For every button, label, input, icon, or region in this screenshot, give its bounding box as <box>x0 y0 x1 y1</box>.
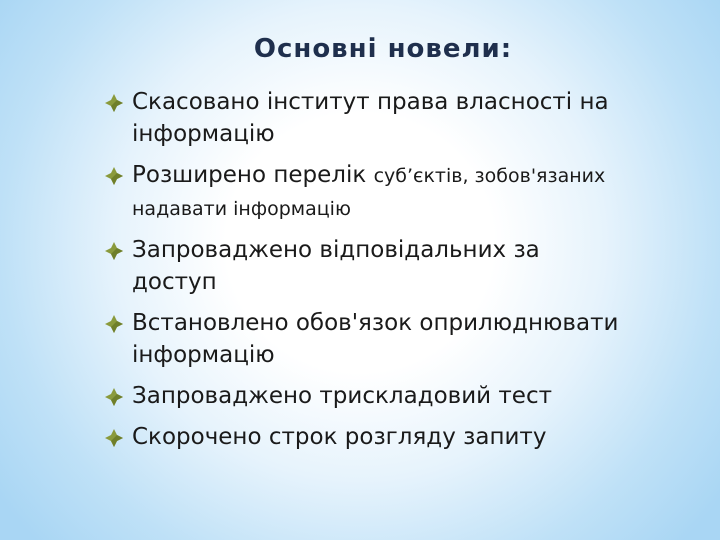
bullet-item <box>104 234 624 298</box>
diamond-bullet-icon <box>104 241 124 261</box>
bullet-text: Запроваджено відповідальних за доступ <box>132 237 540 295</box>
diamond-bullet-icon <box>104 166 124 186</box>
bullet-item <box>104 421 624 453</box>
bullet-text-small: суб’єктів, зобов'язаних надавати інформацію <box>132 165 606 220</box>
bullet-text: Розширено перелік <box>132 162 374 188</box>
diamond-bullet-icon <box>104 314 124 334</box>
bullet-text: Запроваджено трискладовий тест <box>132 383 552 409</box>
bullet-text: Скорочено строк розгляду запиту <box>132 424 547 450</box>
diamond-bullet-icon <box>104 93 124 113</box>
diamond-bullet-icon <box>104 387 124 407</box>
bullet-text: Скасовано інститут права власності на інформацію <box>132 89 609 147</box>
bullet-item <box>104 159 624 225</box>
bullet-list <box>104 86 624 462</box>
slide-title: Основні новели: <box>253 34 513 64</box>
bullet-item <box>104 380 624 412</box>
bullet-item <box>104 86 624 150</box>
bullet-item <box>104 307 624 371</box>
diamond-bullet-icon <box>104 428 124 448</box>
bullet-text: Встановлено обов'язок оприлюднювати інформацію <box>132 310 619 368</box>
